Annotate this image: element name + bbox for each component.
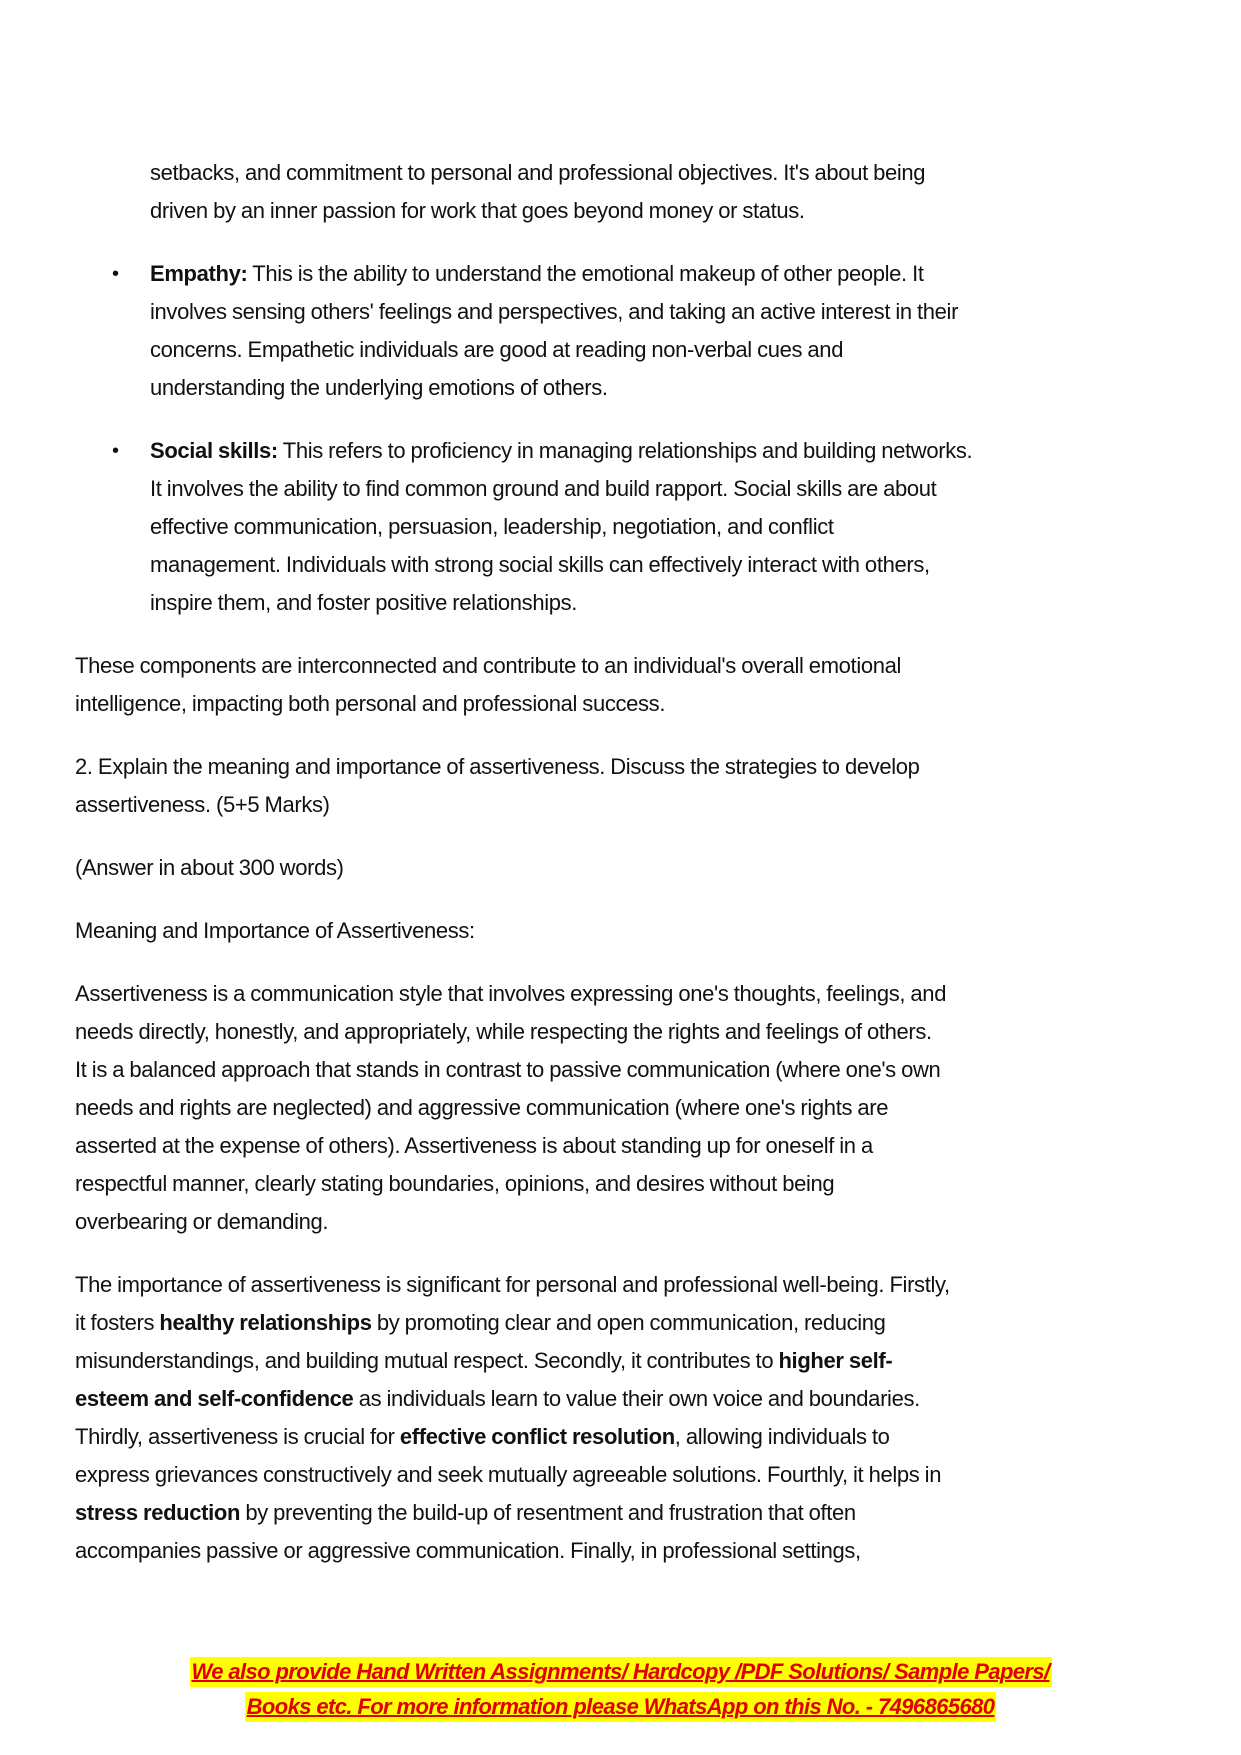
text-run: as individuals learn to value their own voice and boundaries.	[353, 1386, 920, 1411]
paragraph-line: accompanies passive or aggressive communication. Finally, in professional settings,	[75, 1538, 861, 1563]
text-run: it fosters	[75, 1310, 160, 1335]
paragraph-line: driven by an inner passion for work that goes beyond money or status.	[150, 198, 805, 223]
emphasis-conflict-resolution: effective conflict resolution	[399, 1424, 675, 1449]
text-run: by promoting clear and open communication, reducing	[371, 1310, 886, 1335]
emphasis-stress-reduction: stress reduction	[75, 1500, 241, 1525]
bullet-item-empathy	[150, 259, 924, 289]
paragraph-line: setbacks, and commitment to personal and professional objectives. It's about being	[150, 160, 926, 185]
paragraph-line: The importance of assertiveness is significant for personal and professional well-being. Firstly,	[75, 1272, 950, 1297]
bullet-icon: •	[112, 440, 120, 462]
bullet-term: Empathy:	[150, 261, 248, 286]
bullet-term: Social skills:	[150, 438, 278, 463]
bullet-icon: •	[112, 263, 120, 285]
paragraph-line: needs directly, honestly, and appropriately, while respecting the rights and feelings of others.	[75, 1019, 932, 1044]
paragraph-line	[75, 1384, 920, 1414]
emphasis-self-confidence: esteem and self-confidence	[75, 1386, 354, 1411]
bullet-item-social-skills	[150, 436, 972, 466]
word-limit-note: (Answer in about 300 words)	[75, 855, 344, 880]
paragraph-line	[75, 1308, 886, 1338]
text-run: by preventing the build-up of resentment and frustration that often	[240, 1500, 856, 1525]
emphasis-healthy-relationships: healthy relationships	[159, 1310, 372, 1335]
text-run: , allowing individuals to	[674, 1424, 890, 1449]
emphasis-higher-self-esteem: higher self-	[778, 1348, 893, 1373]
text-run: Thirdly, assertiveness is crucial for	[75, 1424, 400, 1449]
paragraph-line: effective communication, persuasion, leadership, negotiation, and conflict	[150, 514, 834, 539]
bullet-text: This refers to proficiency in managing relationships and building networks.	[277, 438, 973, 463]
paragraph-line	[75, 1422, 890, 1452]
paragraph-line: management. Individuals with strong social skills can effectively interact with others,	[150, 552, 930, 577]
paragraph-line	[75, 1346, 892, 1376]
paragraph-line: asserted at the expense of others). Assertiveness is about standing up for oneself in a	[75, 1133, 873, 1158]
footer-promo-line: We also provide Hand Written Assignments/ Hardcopy /PDF Solutions/ Sample Papers/	[189, 1657, 1051, 1687]
section-heading: Meaning and Importance of Assertiveness:	[75, 918, 475, 943]
question-line: 2. Explain the meaning and importance of assertiveness. Discuss the strategies to develop	[75, 754, 920, 779]
paragraph-line: intelligence, impacting both personal and professional success.	[75, 691, 666, 716]
paragraph-line: It involves the ability to find common ground and build rapport. Social skills are about	[150, 476, 937, 501]
paragraph-line: respectful manner, clearly stating boundaries, opinions, and desires without being	[75, 1171, 835, 1196]
paragraph-line: It is a balanced approach that stands in contrast to passive communication (where one's own	[75, 1057, 941, 1082]
paragraph-line: inspire them, and foster positive relationships.	[150, 590, 578, 615]
paragraph-line: Assertiveness is a communication style that involves expressing one's thoughts, feelings, and	[75, 981, 947, 1006]
text-run: misunderstandings, and building mutual respect. Secondly, it contributes to	[75, 1348, 779, 1373]
paragraph-line: express grievances constructively and seek mutually agreeable solutions. Fourthly, it helps in	[75, 1462, 942, 1487]
question-line: assertiveness. (5+5 Marks)	[75, 792, 330, 817]
bullet-text: This is the ability to understand the emotional makeup of other people. It	[247, 261, 924, 286]
paragraph-line: needs and rights are neglected) and aggressive communication (where one's rights are	[75, 1095, 889, 1120]
paragraph-line: These components are interconnected and contribute to an individual's overall emotional	[75, 653, 902, 678]
paragraph-line: understanding the underlying emotions of others.	[150, 375, 608, 400]
footer-contact-line: Books etc. For more information please WhatsApp on this No. - 7496865680	[245, 1692, 997, 1722]
paragraph-line: concerns. Empathetic individuals are good at reading non-verbal cues and	[150, 337, 844, 362]
paragraph-line: overbearing or demanding.	[75, 1209, 329, 1234]
paragraph-line	[75, 1498, 856, 1528]
paragraph-line: involves sensing others' feelings and perspectives, and taking an active interest in their	[150, 299, 959, 324]
